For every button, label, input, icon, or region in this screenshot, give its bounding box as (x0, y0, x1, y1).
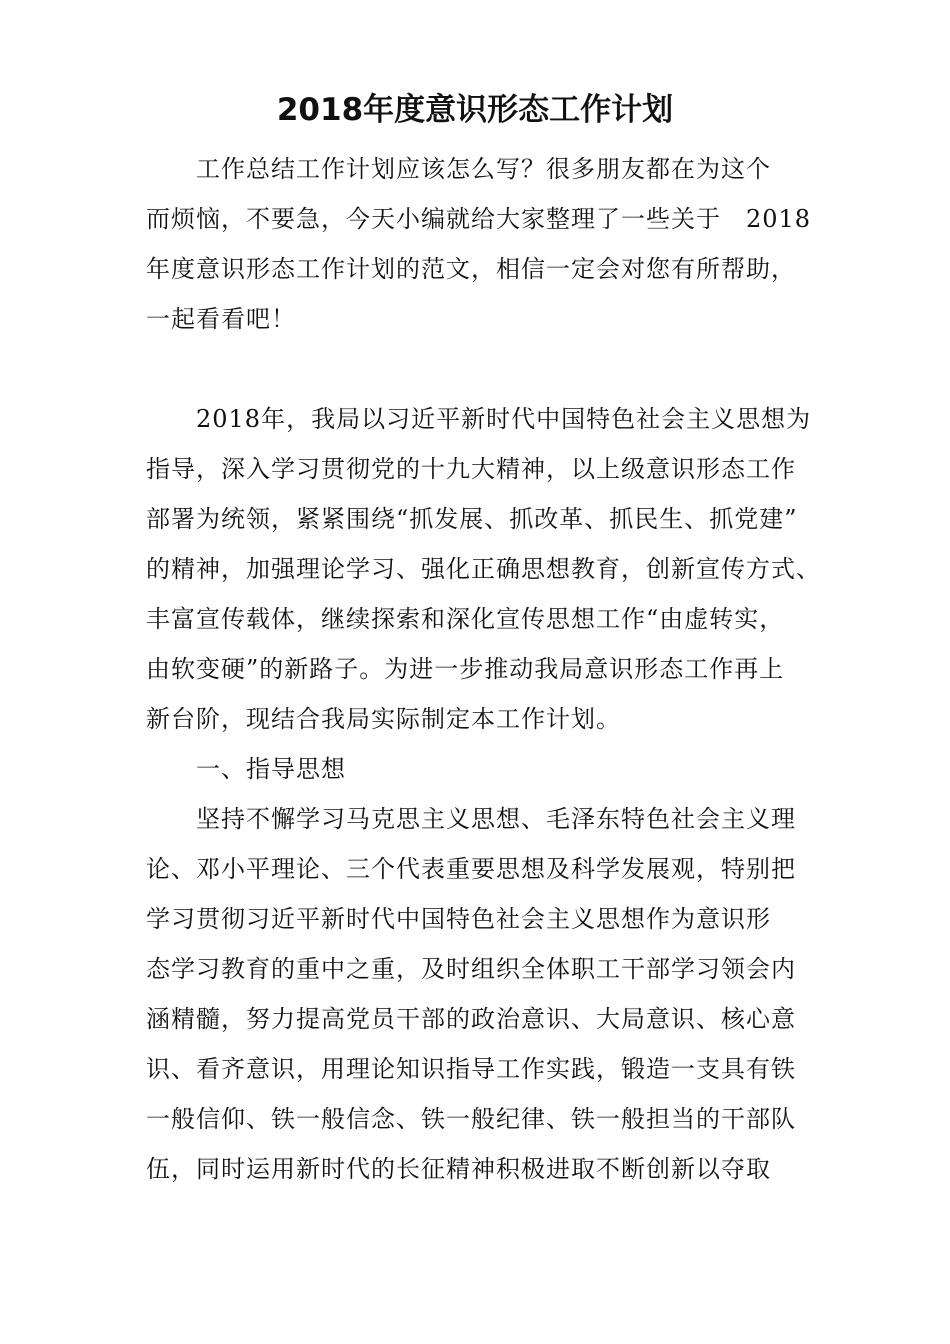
paragraph-line: 而烦恼，不要急，今天小编就给大家整理了一些关于 2018 (146, 205, 812, 233)
paragraph-line: 年度意识形态工作计划的范文，相信一定会对您有所帮助， (146, 255, 796, 283)
paragraph-line: 工作总结工作计划应该怎么写？很多朋友都在为这个 (196, 155, 771, 183)
paragraph-line: 态学习教育的重中之重，及时组织全体职工干部学习领会内 (146, 955, 796, 983)
paragraph-line: 一起看看吧！ (146, 305, 296, 333)
paragraph-line: 学习贯彻习近平新时代中国特色社会主义思想作为意识形 (146, 905, 771, 933)
paragraph-line: 指导，深入学习贯彻党的十九大精神，以上级意识形态工作 (146, 455, 796, 483)
document-title: 2018年度意识形态工作计划 (276, 92, 674, 128)
paragraph-line: 丰富宣传载体，继续探索和深化宣传思想工作“由虚转实， (146, 605, 785, 633)
paragraph-line: 2018年，我局以习近平新时代中国特色社会主义思想为 (196, 405, 812, 433)
paragraph-line: 识、看齐意识，用理论知识指导工作实践，锻造一支具有铁 (146, 1055, 796, 1083)
paragraph-line: 的精神，加强理论学习、强化正确思想教育，创新宣传方式、 (146, 555, 821, 583)
paragraph-line: 部署为统领，紧紧围绕“抓发展、抓改革、抓民生、抓党建” (146, 505, 798, 533)
paragraph-line: 坚持不懈学习马克思主义思想、毛泽东特色社会主义理 (196, 805, 796, 833)
paragraph-line: 新台阶，现结合我局实际制定本工作计划。 (146, 705, 621, 733)
paragraph-line: 伍，同时运用新时代的长征精神积极进取不断创新以夺取 (146, 1155, 771, 1183)
paragraph-line: 论、邓小平理论、三个代表重要思想及科学发展观，特别把 (146, 855, 796, 883)
paragraph-line: 由软变硬”的新路子。为进一步推动我局意识形态工作再上 (146, 655, 785, 683)
section-heading: 一、指导思想 (196, 755, 346, 783)
paragraph-line: 涵精髓，努力提高党员干部的政治意识、大局意识、核心意 (146, 1005, 796, 1033)
paragraph-line: 一般信仰、铁一般信念、铁一般纪律、铁一般担当的干部队 (146, 1105, 796, 1133)
